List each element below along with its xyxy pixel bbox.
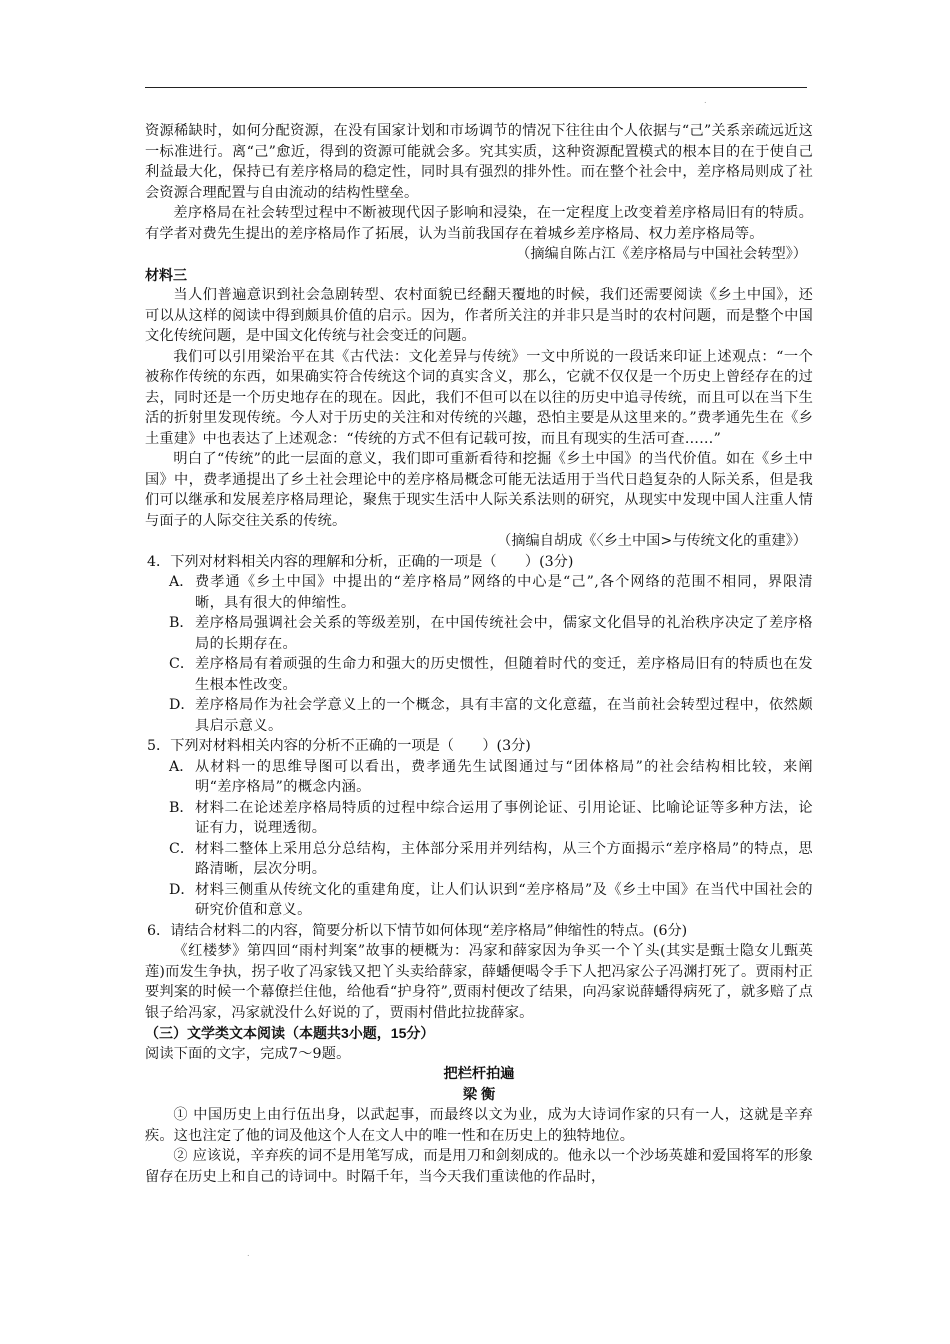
question-5-option: A． 从材料一的思维导图可以看出，费孝通先生试图通过与“团体格局”的社会结构相比较，来阐明“差序格局”的概念内涵。 xyxy=(169,758,813,795)
material2-paragraph: 差序格局在社会转型过程中不断被现代因子影响和浸染，在一定程度上改变着差序格局旧有的特质。有学者对费先生提出的差序格局作了拓展，认为当前我国存在着城乡差序格局、权力差序格局等。 xyxy=(145,205,813,242)
material2-source: （摘编自陈占江《差序格局与中国社会转型》） xyxy=(516,246,807,262)
material3-paragraph: 明白了“传统”的此一层面的意义，我们即可重新看待和挖掘《乡土中国》的当代价值。如在《乡土中国》中，费孝通提出了乡土社会理论中的差序格局概念可能无法适用于当代日趋复杂的人际关系，但是我们可以继承和发展差序格局理论，聚焦于现实生活中人际关系法则的研究，从现实中发现中国人注重人情与面子的人际交往关系的传统。 xyxy=(145,451,813,529)
question-4-option: C． 差序格局有着顽强的生命力和强大的历史惯性，但随着时代的变迁，差序格局旧有的特质也在发生根本性改变。 xyxy=(169,656,813,693)
question-6-stem: 6．请结合材料二的内容，简要分析以下情节如何体现“差序格局”伸缩性的特点。(6分) xyxy=(147,922,688,939)
scan-dot: . xyxy=(704,96,707,105)
question-6-passage: 《红楼梦》第四回“雨村判案”故事的梗概为：冯家和薛家因为争买一个丫头(其实是甄士隐女儿甄英莲)而发生争执，拐子收了冯家钱又把丫头卖给薛家，薛蟠便喝令手下人把冯家公子冯渊打死了。贾雨村正要判案的时候一个幕僚拦住他，给他看“护身符”,贾雨村便改了结果，向冯家说薛蟠得病死了，就多赔了点银子给冯家，冯家就没什么好说的了，贾雨村借此拉拢薛家。 xyxy=(145,943,813,1021)
question-4-option: A． 费孝通《乡土中国》中提出的“差序格局”网络的中心是“己”,各个网络的范围不相同，界限清晰，具有很大的伸缩性。 xyxy=(169,574,813,611)
question-5-option: C． 材料二整体上采用总分总结构，主体部分采用并列结构，从三个方面揭示“差序格局”的特点，思路清晰，层次分明。 xyxy=(169,840,813,877)
scan-dot: . xyxy=(247,1249,250,1258)
material3-heading: 材料三 xyxy=(145,266,187,283)
question-4-stem: 4．下列对材料相关内容的理解和分析，正确的一项是（ ）(3分) xyxy=(147,553,574,570)
question-5-option: B． 材料二在论述差序格局特质的过程中综合运用了事例论证、引用论证、比喻论证等多种方法，论证有力，说理透彻。 xyxy=(169,799,813,836)
question-4-option: D． 差序格局作为社会学意义上的一个概念，具有丰富的文化意蕴，在当前社会转型过程中，依然颇具启示意义。 xyxy=(169,697,813,734)
question-4-option: B． 差序格局强调社会关系的等级差别，在中国传统社会中，儒家文化倡导的礼治秩序决定了差序格局的长期存在。 xyxy=(169,615,813,652)
question-5-option: D． 材料三侧重从传统文化的重建角度，让人们认识到“差序格局”及《乡土中国》在当代中国社会的研究价值和意义。 xyxy=(169,881,813,918)
essay-author: 梁 衡 xyxy=(462,1086,496,1103)
essay-paragraph: ① 中国历史上由行伍出身，以武起事，而最终以文为业，成为大诗词作家的只有一人，这就是辛弃疾。这也注定了他的词及他这个人在文人中的唯一性和在历史上的独特地位。 xyxy=(145,1107,813,1144)
question-5-stem: 5．下列对材料相关内容的分析不正确的一项是（ ）(3分) xyxy=(147,738,531,754)
essay-title: 把栏杆拍遍 xyxy=(443,1066,515,1082)
document-body xyxy=(145,121,813,1187)
section-3-instruction: 阅读下面的文字，完成7～9题。 xyxy=(145,1045,351,1062)
section-3-heading: （三）文学类文本阅读（本题共3小题，15分） xyxy=(145,1025,435,1041)
header-rule xyxy=(145,87,807,88)
essay-paragraph: ② 应该说，辛弃疾的词不是用笔写成，而是用刀和剑刻成的。他永以一个沙场英雄和爱国将军的形象留存在历史上和自己的诗词中。时隔千年，当今天我们重读他的作品时， xyxy=(145,1148,813,1185)
material3-source: （摘编自胡成《〈乡土中国>与传统文化的重建》） xyxy=(497,533,807,549)
material3-paragraph: 当人们普遍意识到社会急剧转型、农村面貌已经翻天覆地的时候，我们还需要阅读《乡土中国》，还可以从这样的阅读中得到颇具价值的启示。因为，作者所关注的并非只是当时的农村问题，而是整个中国文化传统问题，是中国文化传统与社会变迁的问题。 xyxy=(145,287,813,344)
material2-paragraph: 资源稀缺时，如何分配资源，在没有国家计划和市场调节的情况下往往由个人依据与“己”关系亲疏远近这一标准进行。离“己”愈近，得到的资源可能就会多。究其实质，这种资源配置模式的根本目的在于使自己利益最大化，保持已有差序格局的稳定性，同时具有强烈的排外性。而在整个社会中，差序格局则成了社会资源合理配置与自由流动的结构性壁垒。 xyxy=(145,123,813,201)
material3-paragraph: 我们可以引用梁治平在其《古代法：文化差异与传统》一文中所说的一段话来印证上述观点：“一个被称作传统的东西，如果确实符合传统这个词的真实含义，那么，它就不仅仅是一个历史上曾经存在的过去，同时还是一个历史地存在的现在。因此，我们不但可以在以往的历史中追寻传统，而且可以在当下生活的折射里发现传统。今人对于历史的关注和对传统的兴趣，恐怕主要是从这里来的。”费孝通先生在《乡土重建》中也表达了上述观念：“传统的方式不但有记载可按，而且有现实的生活可查……” xyxy=(145,348,813,447)
